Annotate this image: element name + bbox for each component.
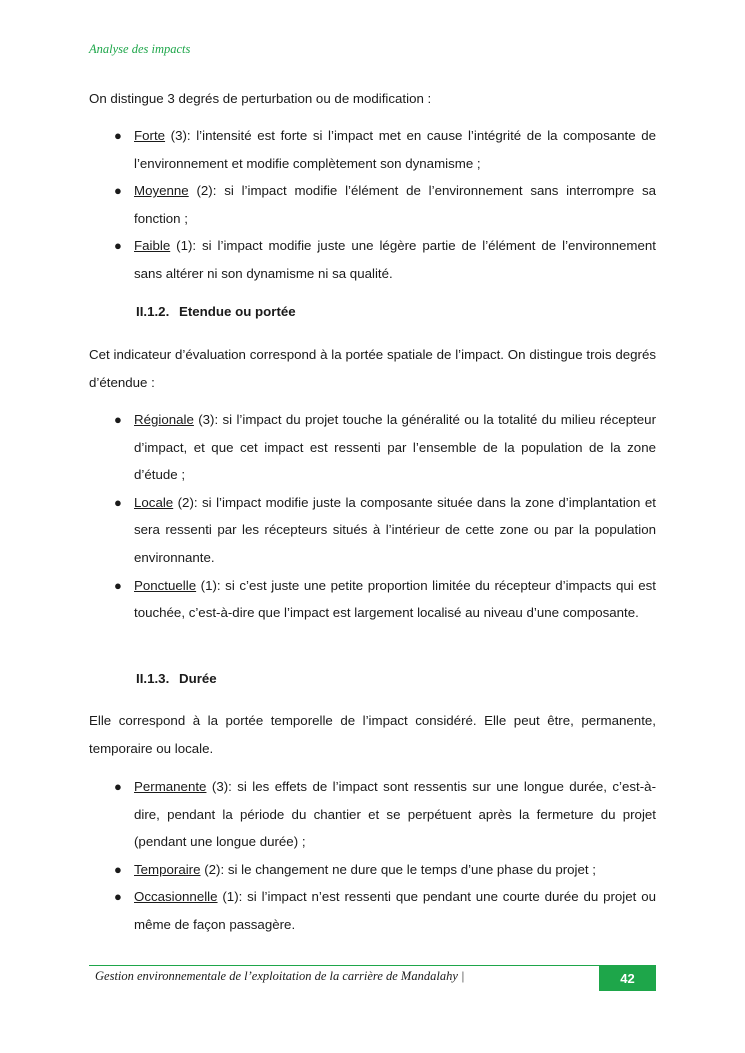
list-item [89,232,656,287]
section-heading-extent [136,302,296,322]
list-item [89,572,656,627]
list-item-text: (1): si l’impact n’est ressenti que pendant une courte durée du projet ou même de façon passagère. [134,889,656,932]
page-number-badge: 42 [599,966,656,991]
list-item-text: (1): si c’est juste une petite proportion limitée du récepteur d’impacts qui est touchée, c’est-à-dire que l’impact est largement localisé au niveau d’une composante. [134,577,656,621]
intensity-list [89,122,656,288]
list-item-term: Forte [134,128,166,143]
bullet-icon: ● [114,183,122,199]
list-item [89,122,656,177]
section-heading-duration [136,669,217,689]
list-item [89,856,656,884]
intro-paragraph: On distingue 3 degrés de perturbation ou de modification : [89,91,432,106]
footer-document-title [95,969,464,984]
list-item-text: (2): si le changement ne dure que le temps d’une phase du projet ; [200,861,596,877]
list-item-text: (3): si l’impact du projet touche la généralité ou la totalité du milieu récepteur d’impact, et que cet impact est ressenti par l’ensemble de la population de la zone d’étude ; [134,412,656,483]
bullet-icon: ● [114,494,122,510]
list-item-term: Locale [134,494,174,510]
bullet-icon: ● [114,889,122,905]
bullet-icon: ● [114,412,122,427]
list-item-text: (3): l’intensité est forte si l’impact met en cause l’intégrité de la composante de l’environnement et modifie complètement son dynamisme ; [134,128,656,171]
extent-list [89,406,656,627]
list-item-term: Régionale [134,412,194,427]
duration-list [89,773,656,939]
list-item-term: Occasionnelle [134,889,218,905]
list-item-term: Temporaire [134,861,201,877]
list-item-term: Ponctuelle [134,577,197,593]
section-title: Durée [178,671,217,686]
section-number: II.1.3. [136,671,170,686]
footer-title-text: Gestion environnementale de l’exploitation de la carrière de Mandalahy [95,969,458,983]
section-title: Etendue ou portée [178,304,296,319]
list-item-text: (2): si l’impact modifie l’élément de l’environnement sans interrompre sa fonction ; [134,183,656,226]
bullet-icon: ● [114,861,122,877]
bullet-icon: ● [114,128,122,143]
list-item [89,883,656,938]
list-item [89,773,656,856]
list-item-text: (1): si l’impact modifie juste une légère partie de l’élément de l’environnement sans altérer ni son dynamisme ni sa qualité. [134,238,656,281]
list-item-text: (2): si l’impact modifie juste la composante située dans la zone d’implantation et sera ressenti par les récepteurs situés à l’intérieur de cette zone ou par la population environnante. [134,494,656,565]
list-item-term: Moyenne [134,183,189,199]
list-item [89,406,656,489]
footer-separator: | [461,969,465,983]
footer-divider [89,965,656,966]
list-item-text: (3): si les effets de l’impact sont ressentis sur une longue durée, c’est-à-dire, pendant la période du chantier et se perpétuent après la fermeture du projet (pendant une longue durée) ; [134,779,656,850]
list-item [89,177,656,232]
section-number: II.1.2. [136,304,170,319]
duration-paragraph: Elle correspond à la portée temporelle de l’impact considéré. Elle peut être, permanente, temporaire ou locale. [89,713,656,756]
running-header: Analyse des impacts [89,42,191,56]
bullet-icon: ● [114,779,122,794]
list-item-term: Permanente [134,779,207,794]
bullet-icon: ● [114,577,122,593]
bullet-icon: ● [114,238,122,254]
list-item-term: Faible [134,238,171,254]
extent-paragraph: Cet indicateur d’évaluation correspond à la portée spatiale de l’impact. On distingue trois degrés d’étendue : [89,347,656,390]
list-item [89,489,656,572]
